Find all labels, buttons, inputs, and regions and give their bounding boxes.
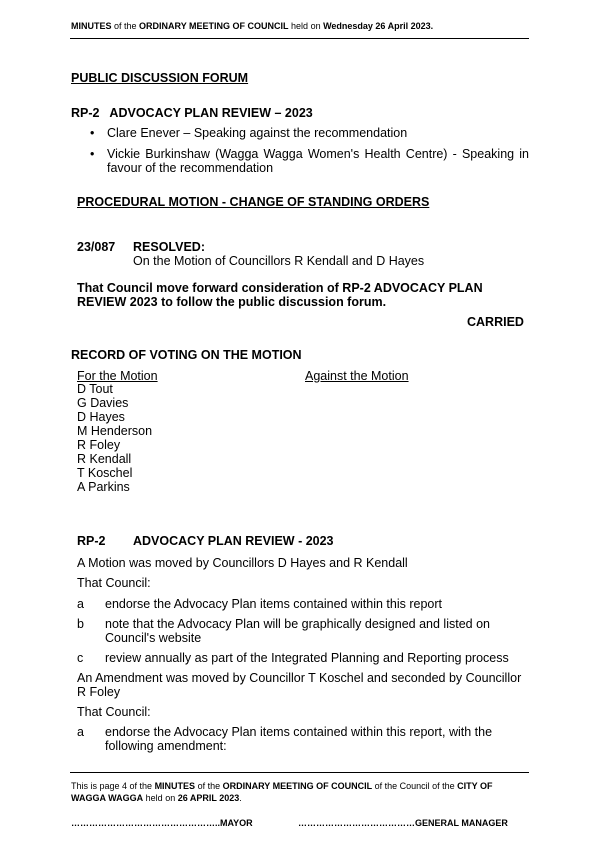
rp2-code: RP-2 (77, 534, 106, 548)
voter: R Foley (77, 438, 121, 452)
rp2-item-c (77, 651, 527, 665)
item-letter: a (77, 597, 84, 611)
header-date: Wednesday 26 April 2023. (323, 21, 434, 31)
header-of: of the (111, 21, 140, 31)
footer-text: This is page 4 of the (71, 781, 155, 791)
resolved-label: RESOLVED: (133, 240, 205, 254)
footer-text: of the Council of the (372, 781, 458, 791)
footer-date: 26 APRIL 2023 (177, 793, 240, 803)
bullet-text: Clare Enever – Speaking against the recommendation (107, 126, 408, 140)
item-text: endorse the Advocacy Plan items contained within this report, with the following amendment: (105, 725, 493, 753)
rp2-item-b (77, 617, 527, 645)
bullet-icon: • (90, 147, 95, 161)
voter: D Hayes (77, 410, 125, 424)
moved-by-text: On the Motion of Councillors R Kendall and D Hayes (133, 254, 425, 268)
item-text: note that the Advocacy Plan will be graphically designed and listed on Council's website (105, 617, 490, 645)
rp2-item-a (77, 597, 527, 611)
resolution-number: 23/087 (77, 240, 116, 254)
against-motion-label: Against the Motion (305, 369, 409, 383)
footer-city: CITY OF WAGGA WAGGA (71, 781, 493, 803)
page-footer (71, 780, 529, 804)
footer-text: . (239, 793, 242, 803)
bullet-text: Vickie Burkinshaw (Wagga Wagga Women's Health Centre) - Speaking in favour of the recommendation (107, 147, 529, 175)
voter: T Koschel (77, 466, 133, 480)
item-letter: a (77, 725, 84, 739)
footer-text: of the (195, 781, 223, 791)
for-motion-list (77, 382, 152, 494)
rp2-that-council-2: That Council: (77, 705, 151, 719)
footer-meeting: ORDINARY MEETING OF COUNCIL (222, 781, 373, 791)
header-rule (70, 38, 529, 39)
rp2-that-council: That Council: (77, 576, 151, 590)
footer-text: held on (143, 793, 178, 803)
header-held: held on (288, 21, 324, 31)
voter: A Parkins (77, 480, 130, 494)
item-text: review annually as part of the Integrated Planning and Reporting process (105, 651, 509, 665)
resolution-text: That Council move forward consideration of RP-2 ADVOCACY PLAN REVIEW 2023 to follow the public discussion forum. (77, 281, 483, 309)
item-letter: b (77, 617, 84, 631)
voter: G Davies (77, 396, 129, 410)
item-text: endorse the Advocacy Plan items contained within this report (105, 597, 442, 611)
voter: R Kendall (77, 452, 132, 466)
gm-signature-line: …………………………………GENERAL MANAGER (298, 818, 508, 828)
item-letter: c (77, 651, 84, 665)
procedural-heading: PROCEDURAL MOTION - CHANGE OF STANDING ORDERS (77, 195, 430, 209)
rp2-motion: A Motion was moved by Councillors D Hayes and R Kendall (77, 556, 408, 570)
header-minutes: MINUTES (71, 21, 112, 31)
carried-label: CARRIED (467, 315, 524, 329)
voting-heading: RECORD OF VOTING ON THE MOTION (71, 348, 302, 362)
forum-bullet-2 (90, 147, 530, 177)
forum-item-title: RP-2 ADVOCACY PLAN REVIEW – 2023 (71, 106, 313, 120)
bullet-icon: • (90, 126, 95, 140)
footer-minutes: MINUTES (154, 781, 196, 791)
for-motion-label: For the Motion (77, 369, 158, 383)
footer-rule (70, 772, 529, 773)
voter: M Henderson (77, 424, 153, 438)
rp2-title: ADVOCACY PLAN REVIEW - 2023 (133, 534, 334, 548)
rp2-amendment: An Amendment was moved by Councillor T Koschel and seconded by Councillor R Foley (77, 671, 522, 699)
rp2-amend-item-a (77, 725, 527, 753)
public-forum-heading: PUBLIC DISCUSSION FORUM (71, 71, 249, 85)
mayor-signature-line: …………………………………………..MAYOR (71, 818, 253, 828)
header-meeting: ORDINARY MEETING OF COUNCIL (139, 21, 289, 31)
page-header (71, 21, 433, 31)
voter: D Tout (77, 382, 113, 396)
